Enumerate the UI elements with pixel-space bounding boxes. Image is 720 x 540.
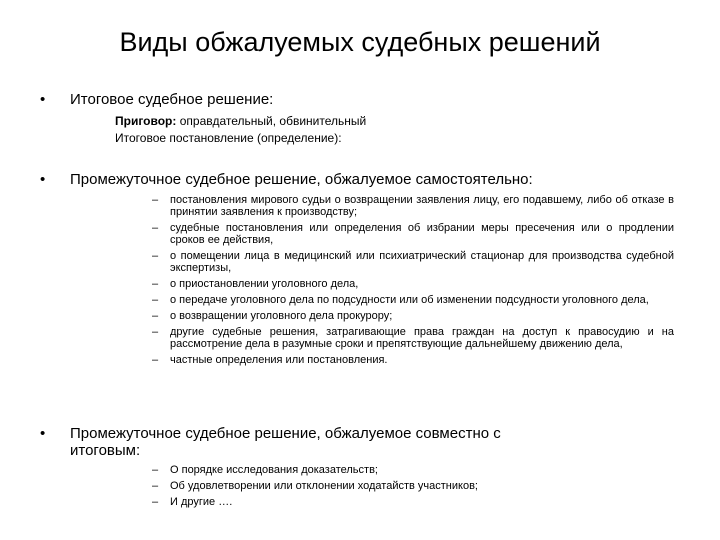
section2-list: [152, 194, 674, 370]
section1-line2: Итоговое постановление (определение):: [115, 131, 342, 145]
list-item: – о передаче уголовного дела по подсудности или об изменении подсудности уголовного дела,: [152, 294, 674, 306]
bullet-marker: •: [40, 425, 46, 442]
list-item: – Об удовлетворении или отклонении ходатайств участников;: [152, 480, 674, 492]
list-item: – О порядке исследования доказательств;: [152, 464, 674, 476]
page-title: Виды обжалуемых судебных решений: [119, 27, 601, 57]
list-item: – о помещении лица в медицинский или психиатрический стационар для производства судебной экспертизы,: [152, 250, 674, 274]
list-item: – о приостановлении уголовного дела,: [152, 278, 674, 290]
section3-heading-line1: Промежуточное судебное решение, обжалуемое совместно с: [70, 425, 501, 442]
list-item: – судебные постановления или определения об избрании меры пресечения или о продлении сроков ее действия,: [152, 222, 674, 246]
list-item: – постановления мирового судьи о возвращении заявления лицу, его подавшему, либо об отказе в принятии заявления к производству;: [152, 194, 674, 218]
section1-line1: [115, 113, 366, 130]
section3-list: [152, 464, 674, 512]
section1-line1-rest: оправдательный, обвинительный: [176, 114, 367, 128]
bullet-marker: •: [40, 171, 46, 188]
bullet-marker: •: [40, 91, 46, 108]
section1-heading: Итоговое судебное решение:: [70, 91, 274, 108]
section1-line1-bold: Приговор:: [115, 114, 177, 128]
list-item: – И другие ….: [152, 496, 674, 508]
list-item: – другие судебные решения, затрагивающие права граждан на доступ к правосудию и на рассмотрение дела в разумные сроки и препятствующие дальнейшему движению дела,: [152, 326, 674, 350]
list-item: – о возвращении уголовного дела прокурору;: [152, 310, 674, 322]
section2-heading: Промежуточное судебное решение, обжалуемое самостоятельно:: [70, 171, 533, 188]
section3-heading-line2: итоговым:: [70, 442, 141, 459]
list-item: – частные определения или постановления.: [152, 354, 674, 366]
